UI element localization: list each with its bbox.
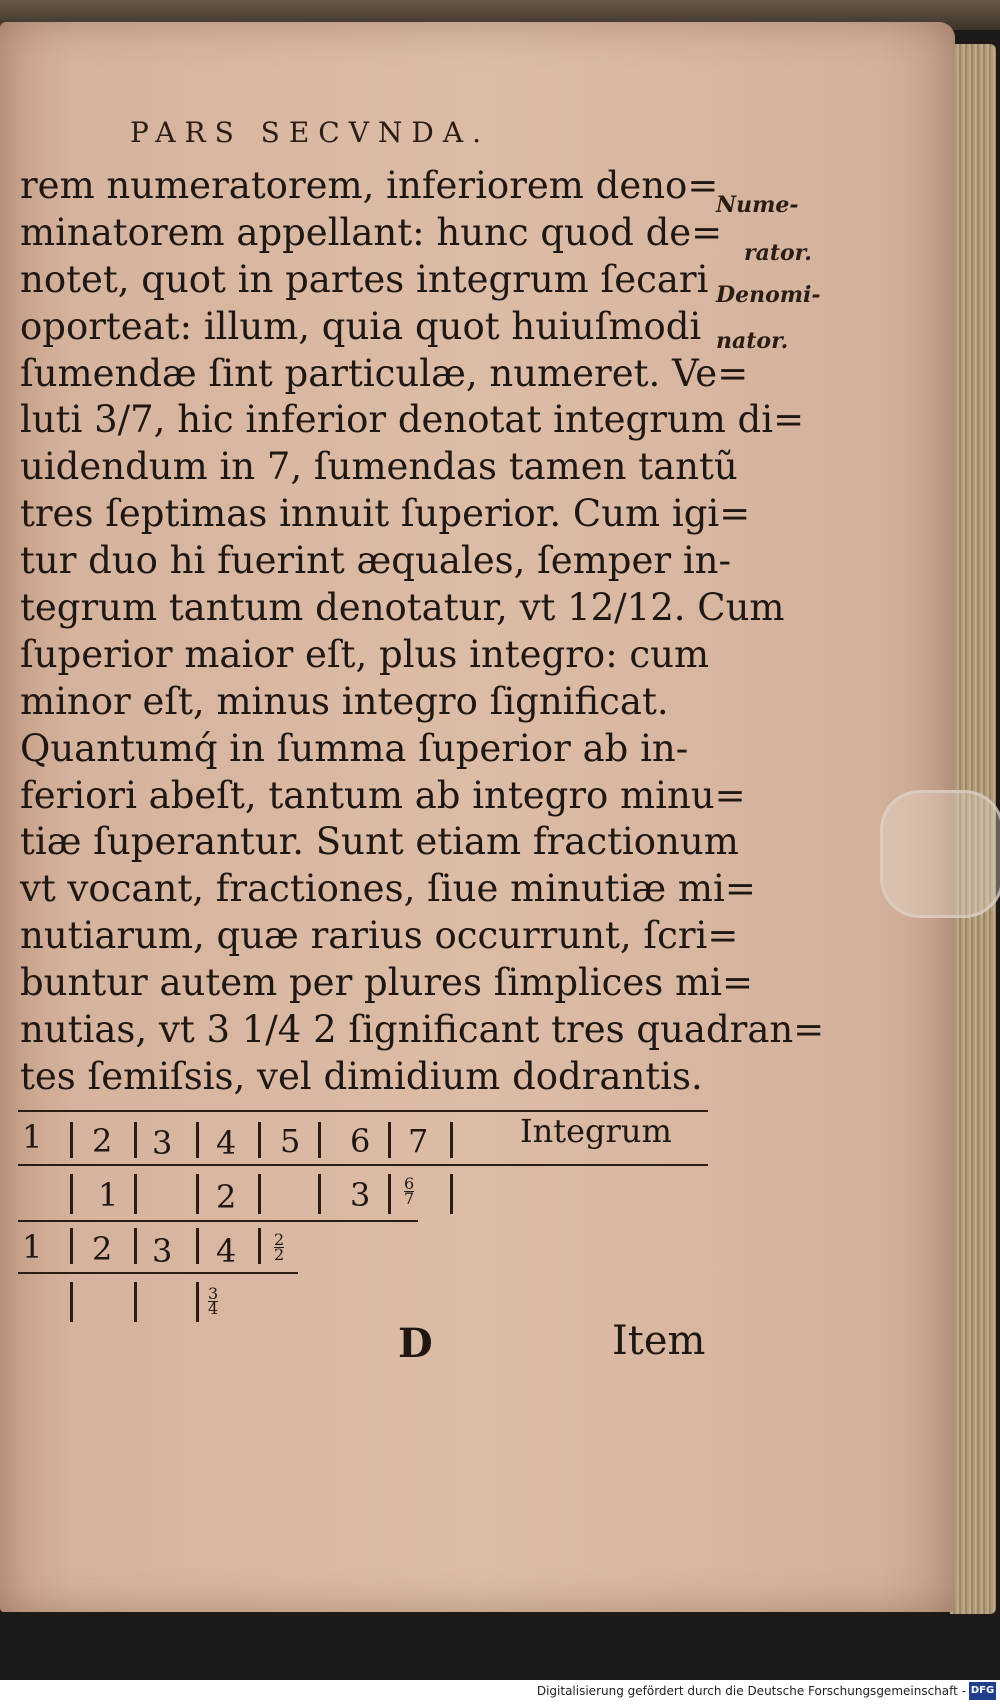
margin-note-numerator: Nume- [716,192,799,218]
table-cell: 1 [22,1228,43,1266]
table-divider [134,1282,137,1322]
text-line: minatorem appellant: hunc quod de= [20,210,723,254]
table-label-integrum: Integrum [520,1112,672,1150]
margin-note-denominator: Denomi- [716,282,821,308]
table-cell: 2 [216,1178,237,1216]
text-line: minor eſt, minus integro ſignificat. [20,679,669,723]
page-clip [880,790,1000,918]
table-cell: 4 [216,1124,237,1162]
table-cell: 3 [152,1124,173,1162]
body-text [20,163,825,1101]
table-cell: 1 [22,1118,43,1156]
table-divider [450,1122,453,1158]
table-divider [258,1122,261,1158]
catchword: Item [612,1318,706,1364]
table-divider [318,1122,321,1158]
table-divider [134,1122,137,1158]
text-line: notet, quot in partes integrum ſecari [20,257,709,301]
table-fraction: $\frac{3}{4}$ [208,1284,219,1318]
table-cell: 2 [92,1230,113,1268]
table-fraction: $\frac{6}{7}$ [404,1174,415,1208]
table-divider [196,1122,199,1158]
text-line: uidendum in 7, ſumendas tamen tantũ [20,445,738,489]
table-cell: 7 [408,1122,429,1160]
signature-mark: D [398,1320,433,1367]
text-line: oporteat: illum, quia quot huiuſmodi [20,304,702,348]
table-divider [70,1122,73,1158]
table-divider [318,1174,321,1214]
text-line: ſumendæ ſint particulæ, numeret. Ve= [20,351,749,395]
dfg-logo: DFG [969,1682,996,1700]
table-rule [18,1272,298,1274]
fraction-table [18,1110,708,1340]
table-divider [258,1228,261,1264]
text-line: tes ſemiſsis, vel dimidium dodrantis. [20,1054,703,1098]
table-divider [70,1228,73,1264]
table-divider [70,1282,73,1322]
table-divider [196,1228,199,1264]
text-line: ſuperior maior eſt, plus integro: cum [20,632,710,676]
table-cell: 2 [92,1122,113,1160]
table-divider [450,1174,453,1214]
table-divider [388,1174,391,1214]
table-divider [70,1174,73,1214]
table-cell: 4 [216,1232,237,1270]
text-line: luti 3/7, hic inferior denotat integrum di= [20,398,805,442]
text-line: feriori abeſt, tantum ab integro minu= [20,773,746,817]
text-line: tres ſeptimas innuit ſuperior. Cum igi= [20,492,751,536]
table-divider [196,1174,199,1214]
text-line: nutias, vt 3 1/4 2 ſignificant tres quadran= [20,1008,825,1052]
text-line: vt vocant, fractiones, ſiue minutiæ mi= [20,867,756,911]
text-line: buntur autem per plures ſimplices mi= [20,961,753,1005]
text-line: rem numeratorem, inferiorem deno= [20,164,719,207]
text-line: tiæ ſuperantur. Sunt etiam fractionum [20,820,739,864]
table-divider [258,1174,261,1214]
table-rule [18,1164,708,1166]
table-cell: 5 [280,1122,301,1160]
margin-note-numerator-cont: rator. [744,240,812,266]
table-cell: 3 [152,1232,173,1270]
table-fraction: $\frac{2}{2}$ [274,1230,285,1264]
table-rule [18,1220,418,1222]
table-divider [196,1282,199,1322]
table-divider [388,1122,391,1158]
table-cell: 6 [350,1122,371,1160]
table-divider [134,1174,137,1214]
table-cell: 3 [350,1176,371,1214]
footer-credit: Digitalisierung gefördert durch die Deutsche Forschungsgemeinschaft - [536,1684,966,1698]
margin-note-denominator-cont: nator. [716,328,789,354]
table-divider [134,1228,137,1264]
running-head: PARS SECVNDA. [130,116,490,149]
text-line: tur duo hi fuerint æquales, ſemper in- [20,539,731,583]
table-cell: 1 [98,1176,119,1214]
text-line: tegrum tantum denotatur, vt 12/12. Cum [20,586,785,630]
text-line: nutiarum, quæ rarius occurrunt, ſcri= [20,914,739,958]
text-line: Quantumq́ in ſumma ſuperior ab in- [20,726,689,770]
